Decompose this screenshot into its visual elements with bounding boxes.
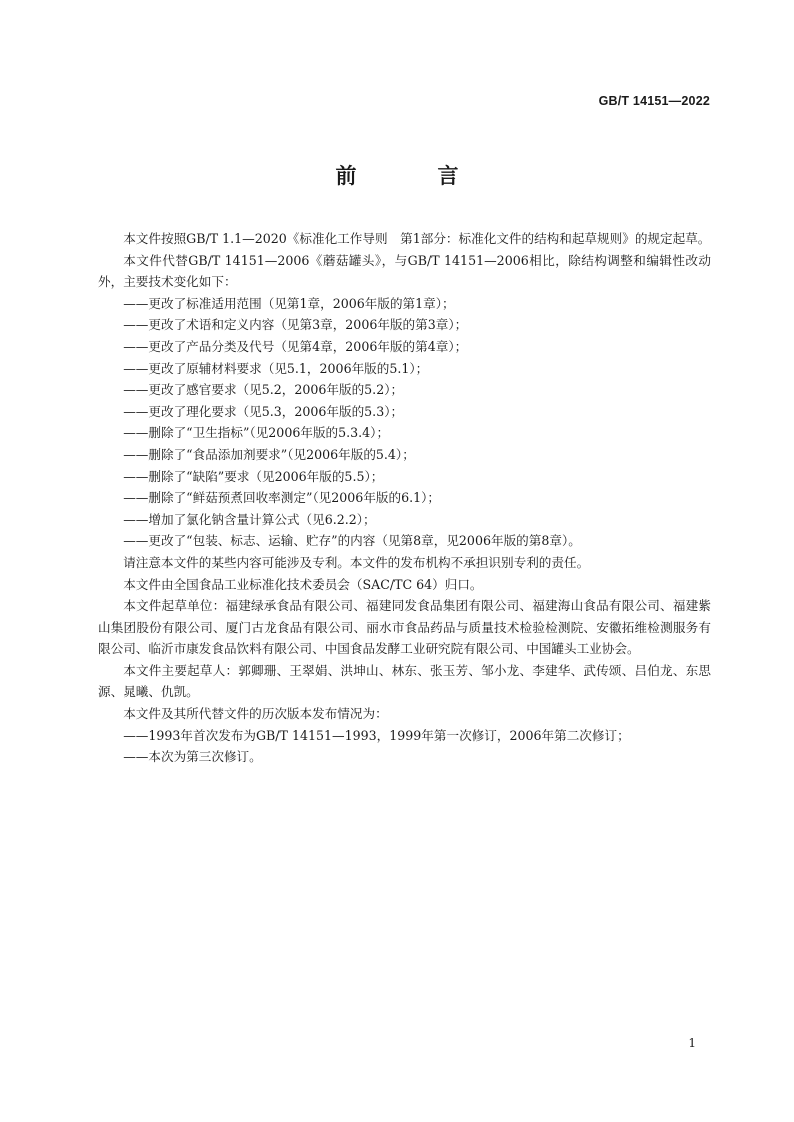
page-number: 1 — [688, 1036, 696, 1050]
patent-notice: 请注意本文件的某些内容可能涉及专利。本文件的发布机构不承担识别专利的责任。 — [123, 554, 590, 570]
list-item: ——更改了原辅材料要求（见5.1，2006年版的5.1）； — [123, 360, 429, 376]
list-item: ——删除了“卫生指标”（见2006年版的5.3.4）； — [123, 425, 390, 441]
version-history-list — [98, 725, 711, 768]
foreword-body — [98, 228, 711, 768]
list-item: ——删除了“食品添加剂要求”（见2006年版的5.4）； — [123, 446, 415, 462]
page-title: 前 言 — [335, 164, 489, 188]
main-drafters: 本文件主要起草人：郭卿珊、王翠娟、洪坤山、林东、张玉芳、邹小龙、李建华、武传颂、吕伯龙、东思源、晁曦、仇凯。 — [98, 662, 711, 700]
list-item: ——更改了术语和定义内容（见第3章，2006年版的第3章）； — [123, 317, 468, 333]
list-item: ——更改了产品分类及代号（见第4章，2006年版的第4章）； — [123, 338, 468, 354]
version-history-intro: 本文件及其所代替文件的历次版本发布情况为： — [123, 706, 388, 722]
standard-code: GB/T 14151—2022 — [598, 94, 710, 108]
technical-changes-list — [98, 293, 711, 552]
list-item: ——更改了“包装、标志、运输、贮存”的内容（见第8章，见2006年版的第8章）。 — [123, 533, 581, 549]
drafting-organizations: 本文件起草单位：福建绿承食品有限公司、福建同发食品集团有限公司、福建海山食品有限公司、福建紫山集团股份有限公司、厦门古龙食品有限公司、丽水市食品药品与质量技术检验检测院、安徽拓维检测服务有限公司、临沂市康发食品饮料有限公司、中国食品发酵工业研究院有限公司、中国罐头工业协会。 — [98, 598, 711, 657]
intro-paragraph: 本文件按照GB/T 1.1—2020《标准化工作导则 第1部分：标准化文件的结构和起草规则》的规定起草。 — [123, 231, 711, 246]
list-item: ——删除了“缺陷”要求（见2006年版的5.5）； — [123, 468, 384, 484]
list-item: ——本次为第三次修订。 — [123, 749, 262, 765]
list-item: ——更改了感官要求（见5.2，2006年版的5.2）； — [123, 382, 404, 398]
intro-paragraph: 本文件代替GB/T 14151—2006《蘑菇罐头》，与GB/T 14151—2006相比，除结构调整和编辑性改动外，主要技术变化如下： — [98, 252, 711, 290]
list-item: ——1993年首次发布为GB/T 14151—1993，1999年第一次修订，2006年第二次修订； — [123, 727, 630, 743]
list-item: ——更改了标准适用范围（见第1章，2006年版的第1章）； — [123, 295, 455, 311]
list-item: ——增加了氯化钠含量计算公式（见6.2.2）； — [123, 511, 376, 527]
list-item: ——更改了理化要求（见5.3，2006年版的5.3）； — [123, 403, 404, 419]
list-item: ——删除了“鲜菇预煮回收率测定”（见2006年版的6.1）； — [123, 490, 441, 506]
committee-statement: 本文件由全国食品工业标准化技术委员会（SAC/TC 64）归口。 — [123, 576, 483, 592]
